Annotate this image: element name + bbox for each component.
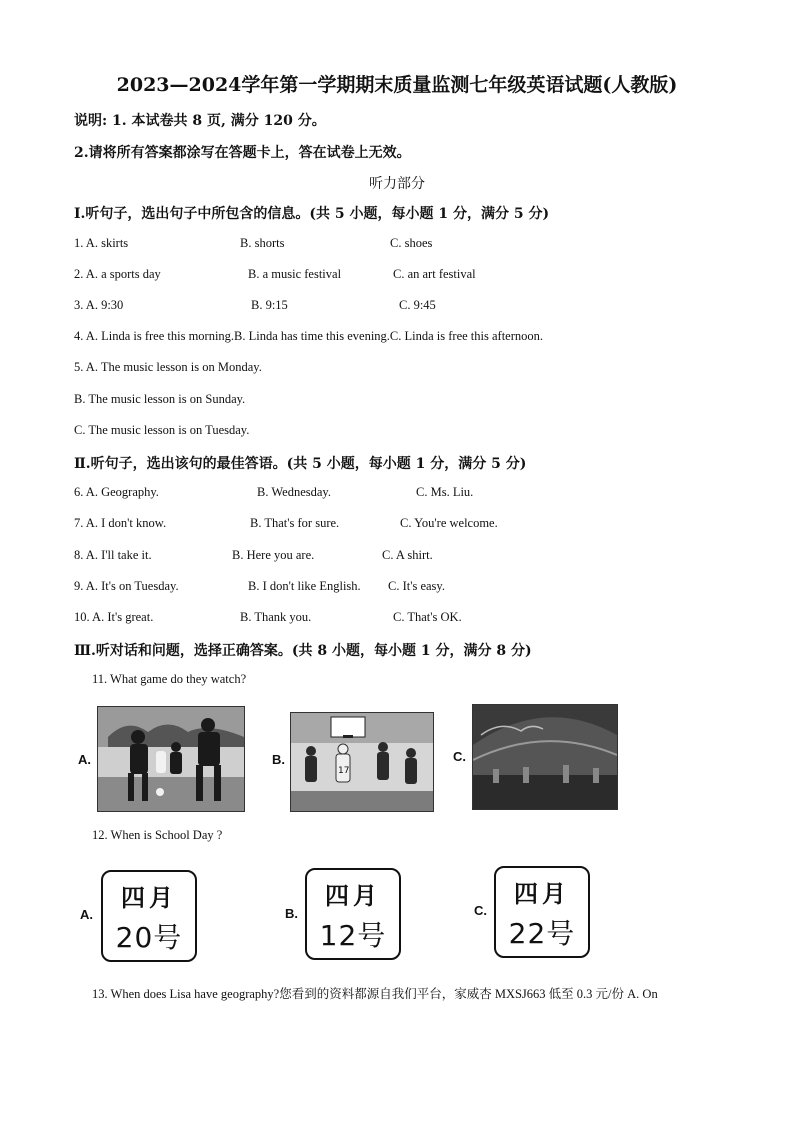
q3-option-c: C. 9:45 — [399, 298, 436, 312]
exam-title: 2023—2024学年第一学期期末质量监测七年级英语试题(人教版) — [116, 74, 678, 96]
q3-option-a: 3. A. 9:30 — [74, 298, 124, 312]
calendar-card-c — [494, 866, 590, 958]
basketball-photo — [290, 712, 434, 812]
q10-option-a: 10. A. It's great. — [74, 610, 154, 624]
exam-note-2: 2.请将所有答案都涂写在答题卡上，答在试卷上无效。 — [74, 145, 411, 161]
q9-option-c: C. It's easy. — [388, 579, 445, 593]
q12-label-a: A. — [80, 907, 93, 922]
q8-option-a: 8. A. I'll take it. — [74, 548, 152, 562]
section-heading-1: Ⅰ.听句子，选出句子中所包含的信息。(共 5 小题，每小题 1 分，满分 5 分) — [74, 206, 550, 222]
q1-option-a: 1. A. skirts — [74, 236, 129, 250]
q10-option-b: B. Thank you. — [240, 610, 312, 624]
q13-question: 13. When does Lisa have geography?您看到的资料都源自我们平台，家威杏 MXSJ663 低至 0.3 元/份 A. On — [92, 987, 658, 1001]
q11-label-a: A. — [78, 752, 91, 767]
section-heading-2: Ⅱ.听句子，选出该句的最佳答语。(共 5 小题，每小题 1 分，满分 5 分) — [74, 456, 527, 472]
q5-option-b: B. The music lesson is on Sunday. — [74, 392, 246, 406]
q4-options: 4. A. Linda is free this morning.B. Linda has time this evening.C. Linda is free this afternoon. — [74, 329, 544, 343]
q6-option-b: B. Wednesday. — [257, 485, 331, 499]
q1-option-c: C. shoes — [390, 236, 433, 250]
q11-question: 11. What game do they watch? — [92, 672, 247, 686]
svg-text:17: 17 — [338, 766, 350, 776]
q2-option-a: 2. A. a sports day — [74, 267, 161, 281]
section-heading-3: Ⅲ.听对话和问题，选择正确答案。(共 8 小题，每小题 1 分，满分 8 分) — [74, 643, 532, 659]
q12-question: 12. When is School Day ? — [92, 828, 223, 842]
calendar-card-b — [305, 868, 401, 960]
q1-option-b: B. shorts — [240, 236, 285, 250]
q8-option-c: C. A shirt. — [382, 548, 433, 562]
q7-option-a: 7. A. I don't know. — [74, 516, 167, 530]
calendar-day-b: 12号 — [319, 919, 387, 952]
q8-option-b: B. Here you are. — [232, 548, 315, 562]
calendar-month-a: 四月 — [121, 884, 177, 912]
q2-option-c: C. an art festival — [393, 267, 476, 281]
q6-option-c: C. Ms. Liu. — [416, 485, 474, 499]
q12-label-b: B. — [285, 906, 298, 921]
q6-option-a: 6. A. Geography. — [74, 485, 159, 499]
calendar-day-c: 22号 — [508, 917, 576, 950]
calendar-day-a: 20号 — [115, 921, 183, 954]
stadium-photo — [472, 704, 618, 810]
q11-label-b: B. — [272, 752, 285, 767]
q12-label-c: C. — [474, 903, 487, 918]
part-heading: 听力部分 — [369, 176, 425, 192]
q7-option-c: C. You're welcome. — [400, 516, 498, 530]
q11-label-c: C. — [453, 749, 466, 764]
q9-option-a: 9. A. It's on Tuesday. — [74, 579, 179, 593]
q2-option-b: B. a music festival — [248, 267, 342, 281]
q5-option-a: 5. A. The music lesson is on Monday. — [74, 360, 262, 374]
soccer-photo — [97, 706, 245, 812]
q3-option-b: B. 9:15 — [251, 298, 288, 312]
q5-option-c: C. The music lesson is on Tuesday. — [74, 423, 250, 437]
q10-option-c: C. That's OK. — [393, 610, 462, 624]
q7-option-b: B. That's for sure. — [250, 516, 340, 530]
q9-option-b: B. I don't like English. — [248, 579, 361, 593]
calendar-month-c: 四月 — [514, 880, 570, 908]
calendar-month-b: 四月 — [325, 882, 381, 910]
calendar-card-a — [101, 870, 197, 962]
exam-note-1: 说明: 1. 本试卷共 8 页, 满分 120 分。 — [74, 113, 326, 129]
